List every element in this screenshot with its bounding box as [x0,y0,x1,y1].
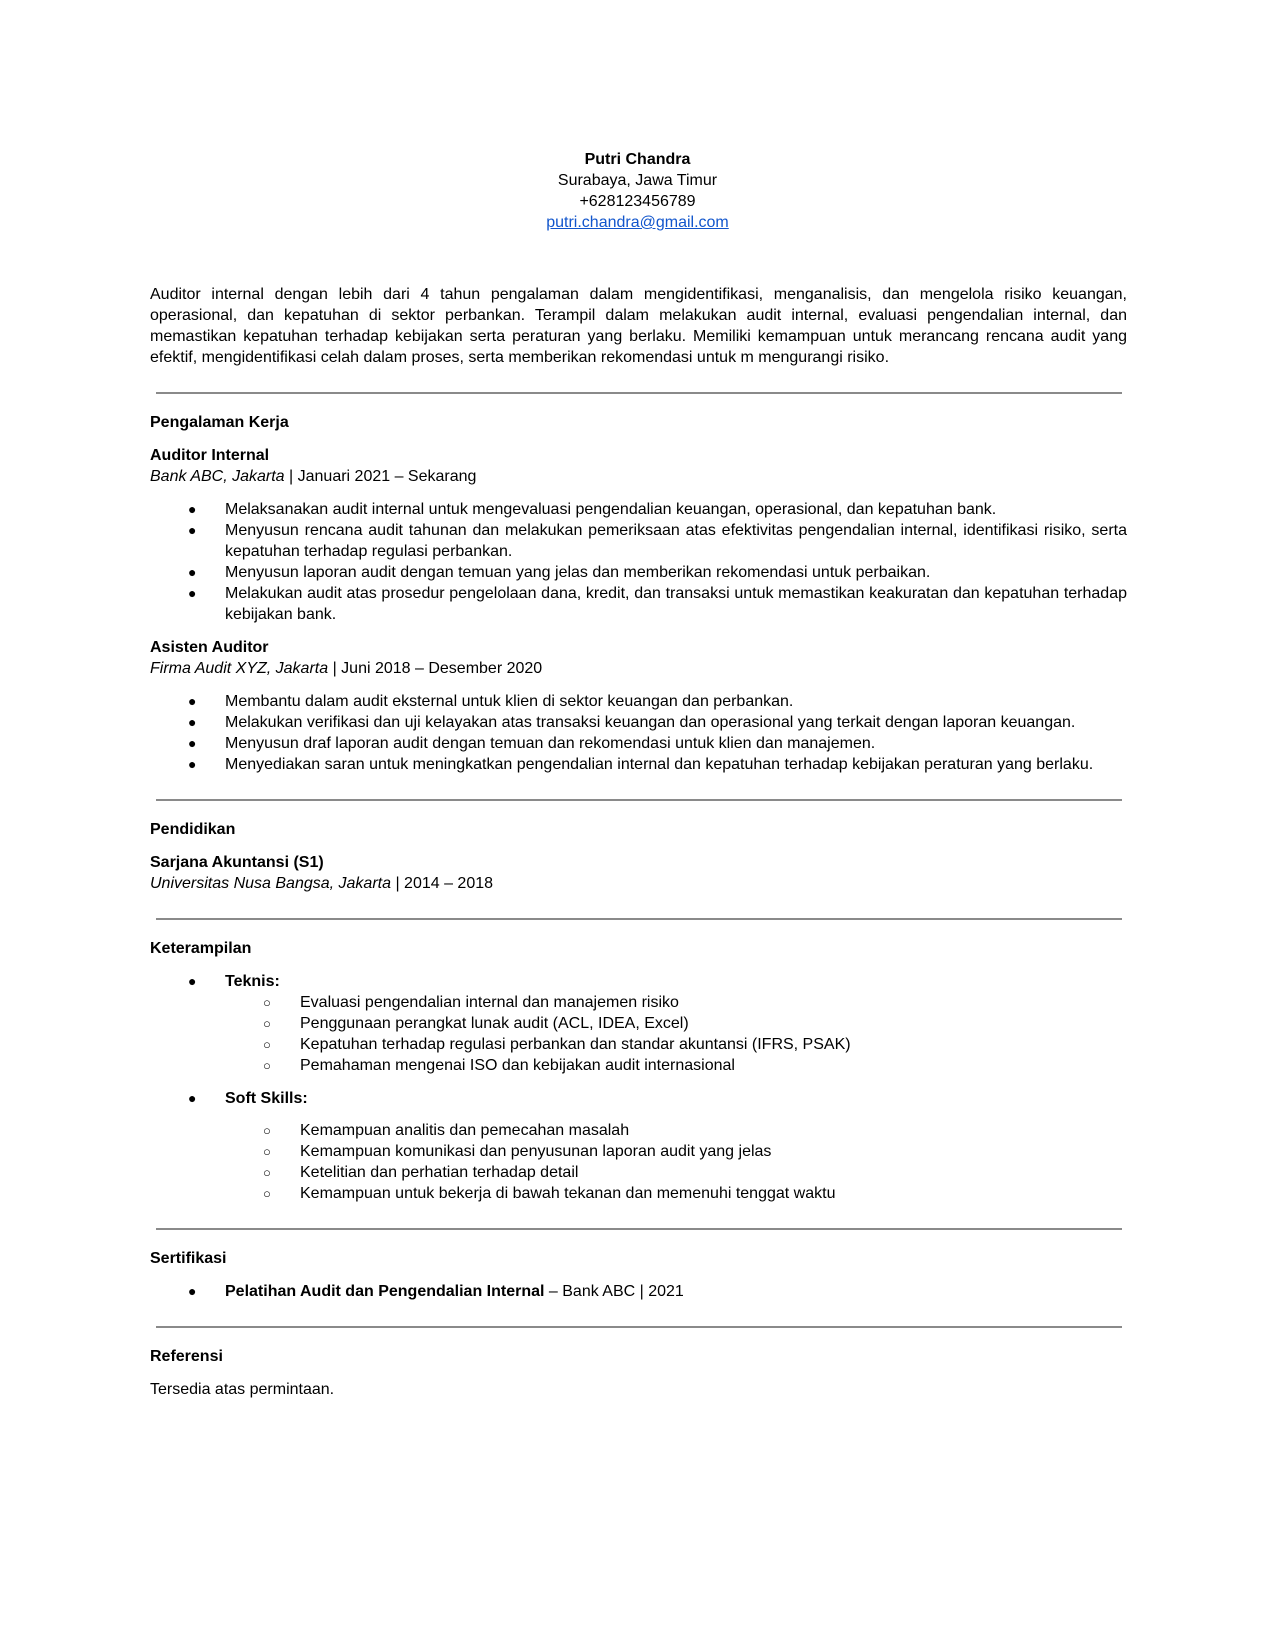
job-responsibilities [150,691,1127,775]
list-item: ○ Ketelitian dan perhatian terhadap detail [263,1164,579,1181]
bullet-icon: ● [188,585,197,601]
section-title-certification: Sertifikasi [150,1250,227,1267]
job-org: Firma Audit XYZ, Jakarta [150,660,329,677]
section-title-experience: Pengalaman Kerja [150,414,289,431]
list-item [150,971,1127,992]
job-period: | Juni 2018 – Desember 2020 [328,660,543,677]
candidate-phone: +628123456789 [579,193,696,210]
job-title: Auditor Internal [150,447,270,464]
list-item: ● Melaksanakan audit internal untuk mengevaluasi pengendalian keuangan, operasional, dan kepatuhan bank. [188,501,997,518]
list-item: ● Melakukan verifikasi dan uji kelayakan atas transaksi keuangan dan operasional yang terkait dengan laporan keuangan. [188,714,1076,731]
job-title: Asisten Auditor [150,639,269,656]
bullet-icon: ● [188,522,197,538]
professional-summary: Auditor internal dengan lebih dari 4 tahun pengalaman dalam mengidentifikasi, menganalisis, dan mengelola risiko keuangan, operasional, dan kepatuhan di sektor perbankan. Terampil dalam melakukan audit internal, evaluasi pengendalian internal, dan memastikan kepatuhan terhadap kebijakan serta peraturan yang berlaku. Memiliki kemampuan untuk merancang rencana audit yang efektif, mengidentifikasi celah dalam proses, serta memberikan rekomendasi untuk m mengurangi risiko. [150,286,1127,366]
bullet-icon: ● [188,1090,197,1106]
circle-bullet-icon: ○ [263,1186,271,1201]
certification-detail: – Bank ABC | 2021 [544,1283,684,1300]
bullet-icon: ● [188,973,197,989]
education-meta [150,873,1127,894]
list-item [150,1281,1127,1302]
degree-title: Sarjana Akuntansi (S1) [150,854,324,871]
candidate-email-link[interactable]: putri.chandra@gmail.com [546,214,729,231]
list-item: ○ Kemampuan untuk bekerja di bawah tekanan dan memenuhi tenggat waktu [263,1185,836,1202]
circle-bullet-icon: ○ [263,1037,271,1052]
skill-group-label: Teknis: [225,973,280,990]
list-item: ● Menyusun draf laporan audit dengan temuan dan rekomendasi untuk klien dan manajemen. [188,735,876,752]
circle-bullet-icon: ○ [263,1016,271,1031]
list-item: ● Menyediakan saran untuk meningkatkan pengendalian internal dan kepatuhan terhadap kebijakan peraturan yang berlaku. [188,756,1094,773]
job-period: | Januari 2021 – Sekarang [284,468,477,485]
list-item: ○ Evaluasi pengendalian internal dan manajemen risiko [263,994,679,1011]
references-text: Tersedia atas permintaan. [150,1381,335,1398]
bullet-icon: ● [188,693,197,709]
list-item: ● Membantu dalam audit eksternal untuk klien di sektor keuangan dan perbankan. [188,693,794,710]
certification-name: Pelatihan Audit dan Pengendalian Internal [225,1283,545,1300]
school-name: Universitas Nusa Bangsa, Jakarta [150,875,391,892]
list-item: ● Melakukan audit atas prosedur pengelolaan dana, kredit, dan transaksi untuk memastikan keakuratan dan kepatuhan terhadap kebijakan bank. [188,585,1127,623]
circle-bullet-icon: ○ [263,1144,271,1159]
circle-bullet-icon: ○ [263,995,271,1010]
candidate-name: Putri Chandra [584,151,691,168]
circle-bullet-icon: ○ [263,1165,271,1180]
certification-list [150,1281,1127,1302]
job-meta [150,658,1127,679]
candidate-location: Surabaya, Jawa Timur [557,172,718,189]
list-item: ○ Kepatuhan terhadap regulasi perbankan dan standar akuntansi (IFRS, PSAK) [263,1036,851,1053]
resume-body [150,284,1127,1400]
bullet-icon: ● [188,714,197,730]
skill-group [150,971,1127,992]
list-item: ○ Pemahaman mengenai ISO dan kebijakan audit internasional [263,1057,735,1074]
circle-bullet-icon: ○ [263,1058,271,1073]
resume-header [0,149,1275,233]
section-title-education: Pendidikan [150,821,236,838]
list-item [150,1088,1127,1109]
job-meta [150,466,1127,487]
job-org: Bank ABC, Jakarta [150,468,285,485]
section-title-skills: Keterampilan [150,940,252,957]
circle-bullet-icon: ○ [263,1123,271,1138]
skill-list [150,992,1127,1076]
bullet-icon: ● [188,564,197,580]
skill-list [150,1120,1127,1204]
list-item: ○ Kemampuan analitis dan pemecahan masalah [263,1122,630,1139]
section-title-references: Referensi [150,1348,223,1365]
bullet-icon: ● [188,1283,197,1299]
skill-group-label: Soft Skills: [225,1090,308,1107]
education-period: | 2014 – 2018 [391,875,494,892]
bullet-icon: ● [188,501,197,517]
list-item: ○ Kemampuan komunikasi dan penyusunan laporan audit yang jelas [263,1143,772,1160]
skill-group [150,1088,1127,1109]
bullet-icon: ● [188,735,197,751]
list-item: ○ Penggunaan perangkat lunak audit (ACL, IDEA, Excel) [263,1015,689,1032]
list-item: ● Menyusun rencana audit tahunan dan melakukan pemeriksaan atas efektivitas pengendalian internal, identifikasi risiko, serta kepatuhan terhadap regulasi perbankan. [188,522,1127,560]
list-item: ● Menyusun laporan audit dengan temuan yang jelas dan memberikan rekomendasi untuk perbaikan. [188,564,931,581]
bullet-icon: ● [188,756,197,772]
job-responsibilities [150,499,1127,625]
